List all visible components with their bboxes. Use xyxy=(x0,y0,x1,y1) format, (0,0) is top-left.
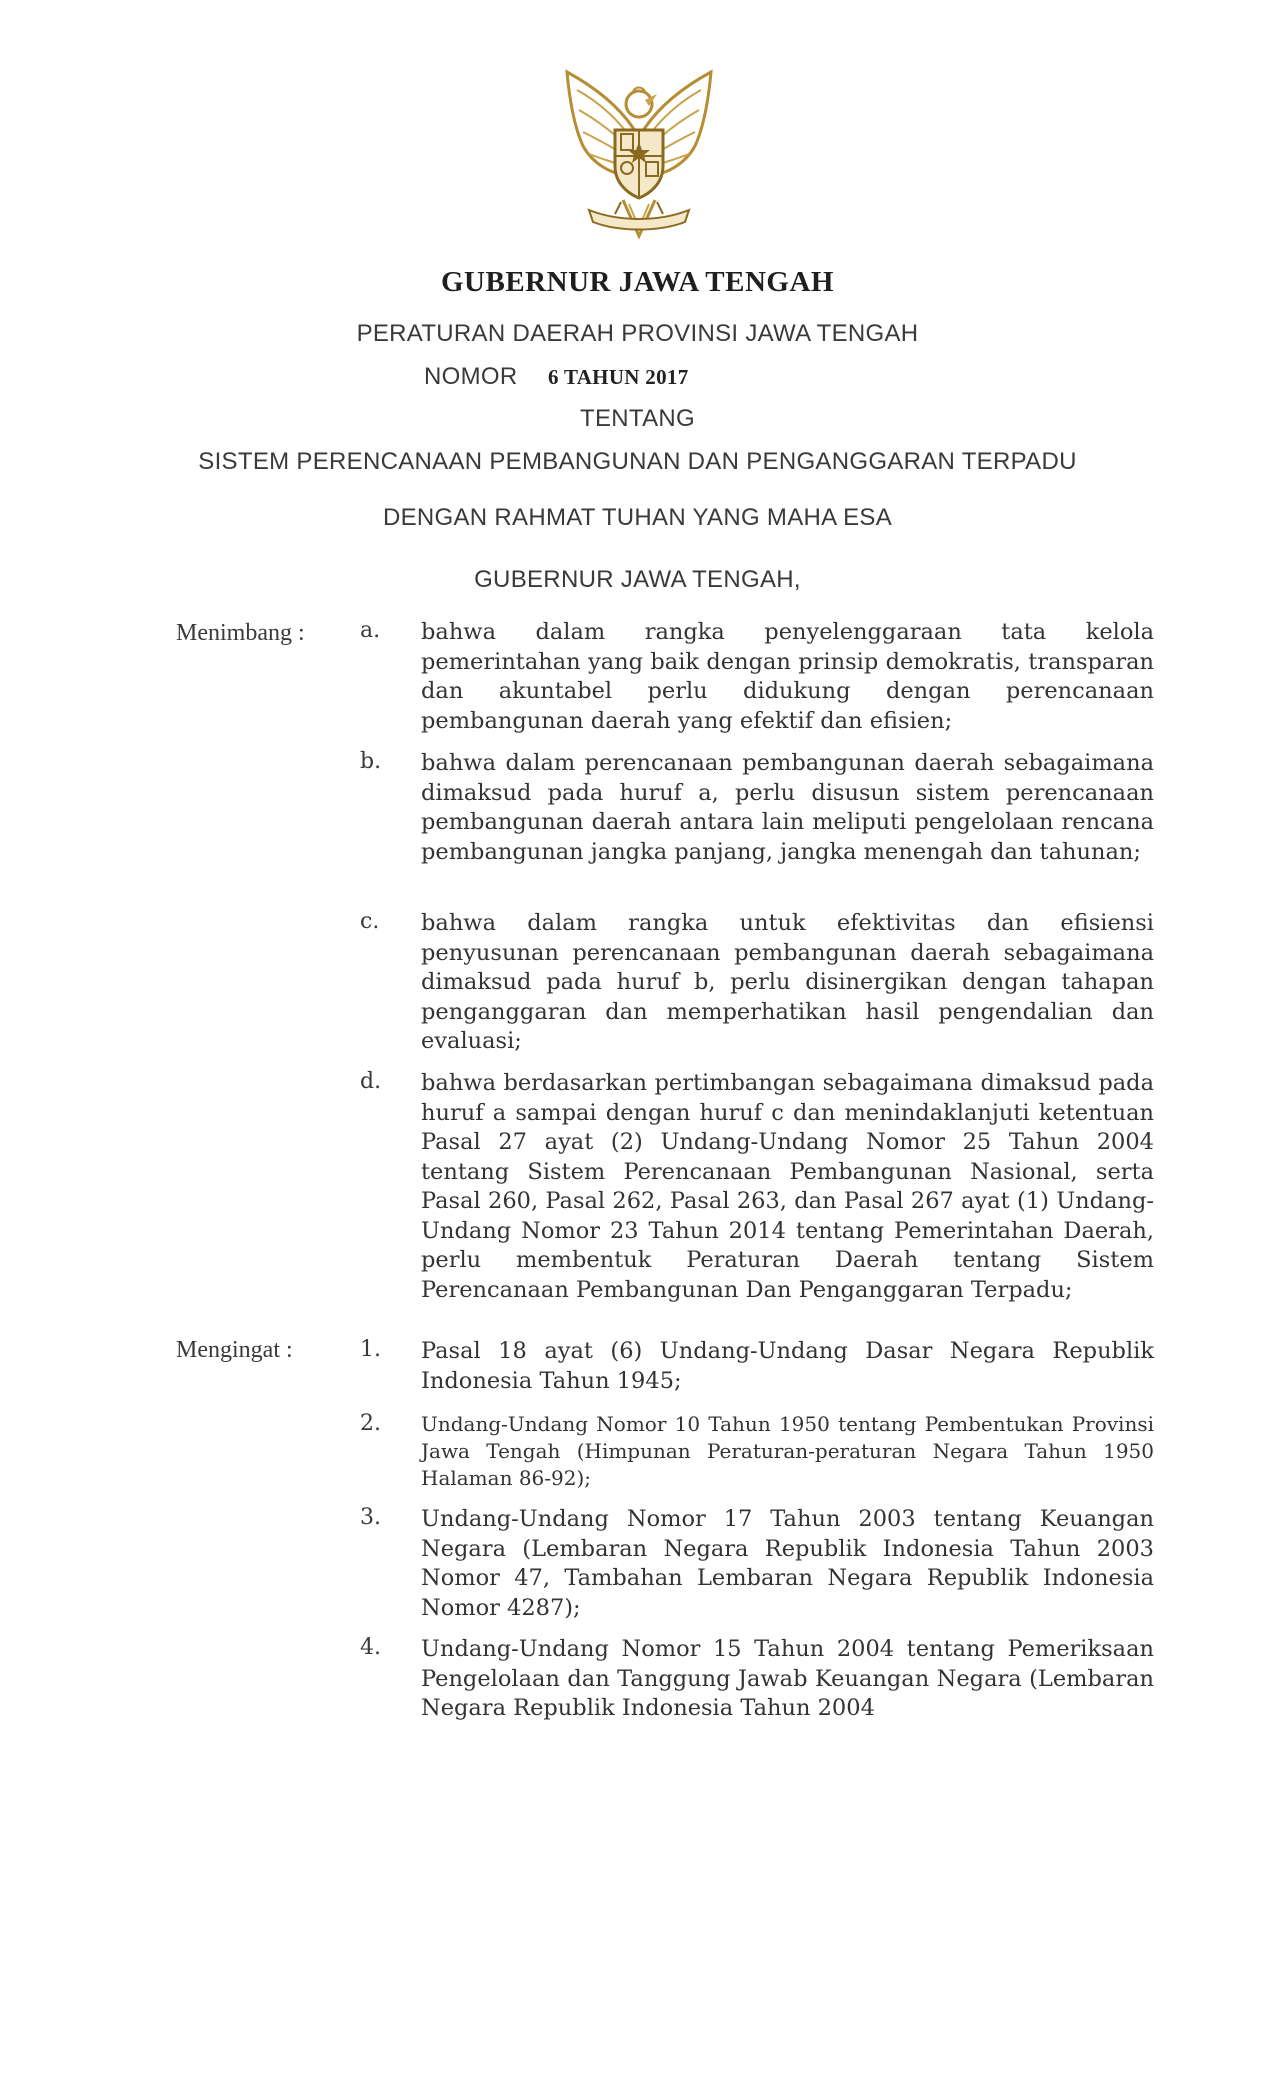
blessing-line: DENGAN RAHMAT TUHAN YANG MAHA ESA xyxy=(382,504,893,531)
governor-title: GUBERNUR JAWA TENGAH xyxy=(441,266,834,298)
item-text: bahwa berdasarkan pertimbangan sebagaimana dimaksud pada huruf a sampai dengan huruf c dan menindaklanjuti ketentuan Pasal 27 ayat (2) Undang-Undang Nomor 25 Tahun 2004 tentang Sistem Perencanaan Pembangunan Nasional, serta Pasal 260, Pasal 262, Pasal 263, dan Pasal 267 ayat (1) Undang-Undang Nomor 23 Tahun 2014 tentang Pemerintahan Daerah, perlu membentuk Peraturan Daerah tentang Sistem Perencanaan Pembangunan Dan Penganggaran Terpadu; xyxy=(421,1070,1154,1303)
item-text: bahwa dalam perencanaan pembangunan daerah sebagaimana dimaksud pada huruf a, perlu disusun sistem perencanaan pembangunan daerah antara lain meliputi pengelolaan rencana pembangunan jangka panjang, jangka menengah dan tahunan; xyxy=(421,750,1154,865)
item-text: bahwa dalam rangka untuk efektivitas dan efisiensi penyusunan perencanaan pembangunan daerah sebagaimana dimaksud pada huruf b, perlu disinergikan dengan tahapan penganggaran dan memperhatikan hasil pengendalian dan evaluasi; xyxy=(421,910,1154,1054)
nomor-value: 6 TAHUN 2017 xyxy=(548,365,689,389)
nomor-label: NOMOR xyxy=(424,363,518,390)
item-marker: b. xyxy=(360,749,382,774)
mengingat-label: Mengingat : xyxy=(176,1337,293,1363)
item-marker: d. xyxy=(360,1069,382,1094)
item-marker: a. xyxy=(360,618,381,643)
item-text: Pasal 18 ayat (6) Undang-Undang Dasar Negara Republik Indonesia Tahun 1945; xyxy=(421,1338,1154,1394)
governor-salutation: GUBERNUR JAWA TENGAH, xyxy=(474,566,801,593)
item-text: bahwa dalam rangka penyelenggaraan tata kelola pemerintahan yang baik dengan prinsip demokratis, transparan dan akuntabel perlu didukung dengan perencanaan pembangunan daerah yang efektif dan efisien; xyxy=(421,619,1154,734)
item-marker: 1. xyxy=(360,1337,381,1362)
regulation-title: PERATURAN DAERAH PROVINSI JAWA TENGAH xyxy=(356,320,919,347)
item-marker: 4. xyxy=(360,1635,381,1660)
item-text: Undang-Undang Nomor 15 Tahun 2004 tentang Pemeriksaan Pengelolaan dan Tanggung Jawab Keuangan Negara (Lembaran Negara Republik Indonesia Tahun 2004 xyxy=(421,1636,1154,1721)
regulation-subject: SISTEM PERENCANAAN PEMBANGUNAN DAN PENGANGGARAN TERPADU xyxy=(198,448,1077,475)
garuda-pancasila-emblem xyxy=(549,64,729,249)
item-marker: 2. xyxy=(360,1411,381,1436)
item-text: Undang-Undang Nomor 10 Tahun 1950 tentang Pembentukan Provinsi Jawa Tengah (Himpunan Peraturan-peraturan Negara Tahun 1950 Halaman 86-92); xyxy=(421,1412,1154,1490)
menimbang-label: Menimbang : xyxy=(176,620,305,646)
item-marker: c. xyxy=(360,909,380,934)
tentang-label: TENTANG xyxy=(580,405,695,432)
item-text: Undang-Undang Nomor 17 Tahun 2003 tentang Keuangan Negara (Lembaran Negara Republik Indonesia Tahun 2003 Nomor 47, Tambahan Lembaran Negara Republik Indonesia Nomor 4287); xyxy=(421,1506,1154,1621)
item-marker: 3. xyxy=(360,1505,381,1530)
